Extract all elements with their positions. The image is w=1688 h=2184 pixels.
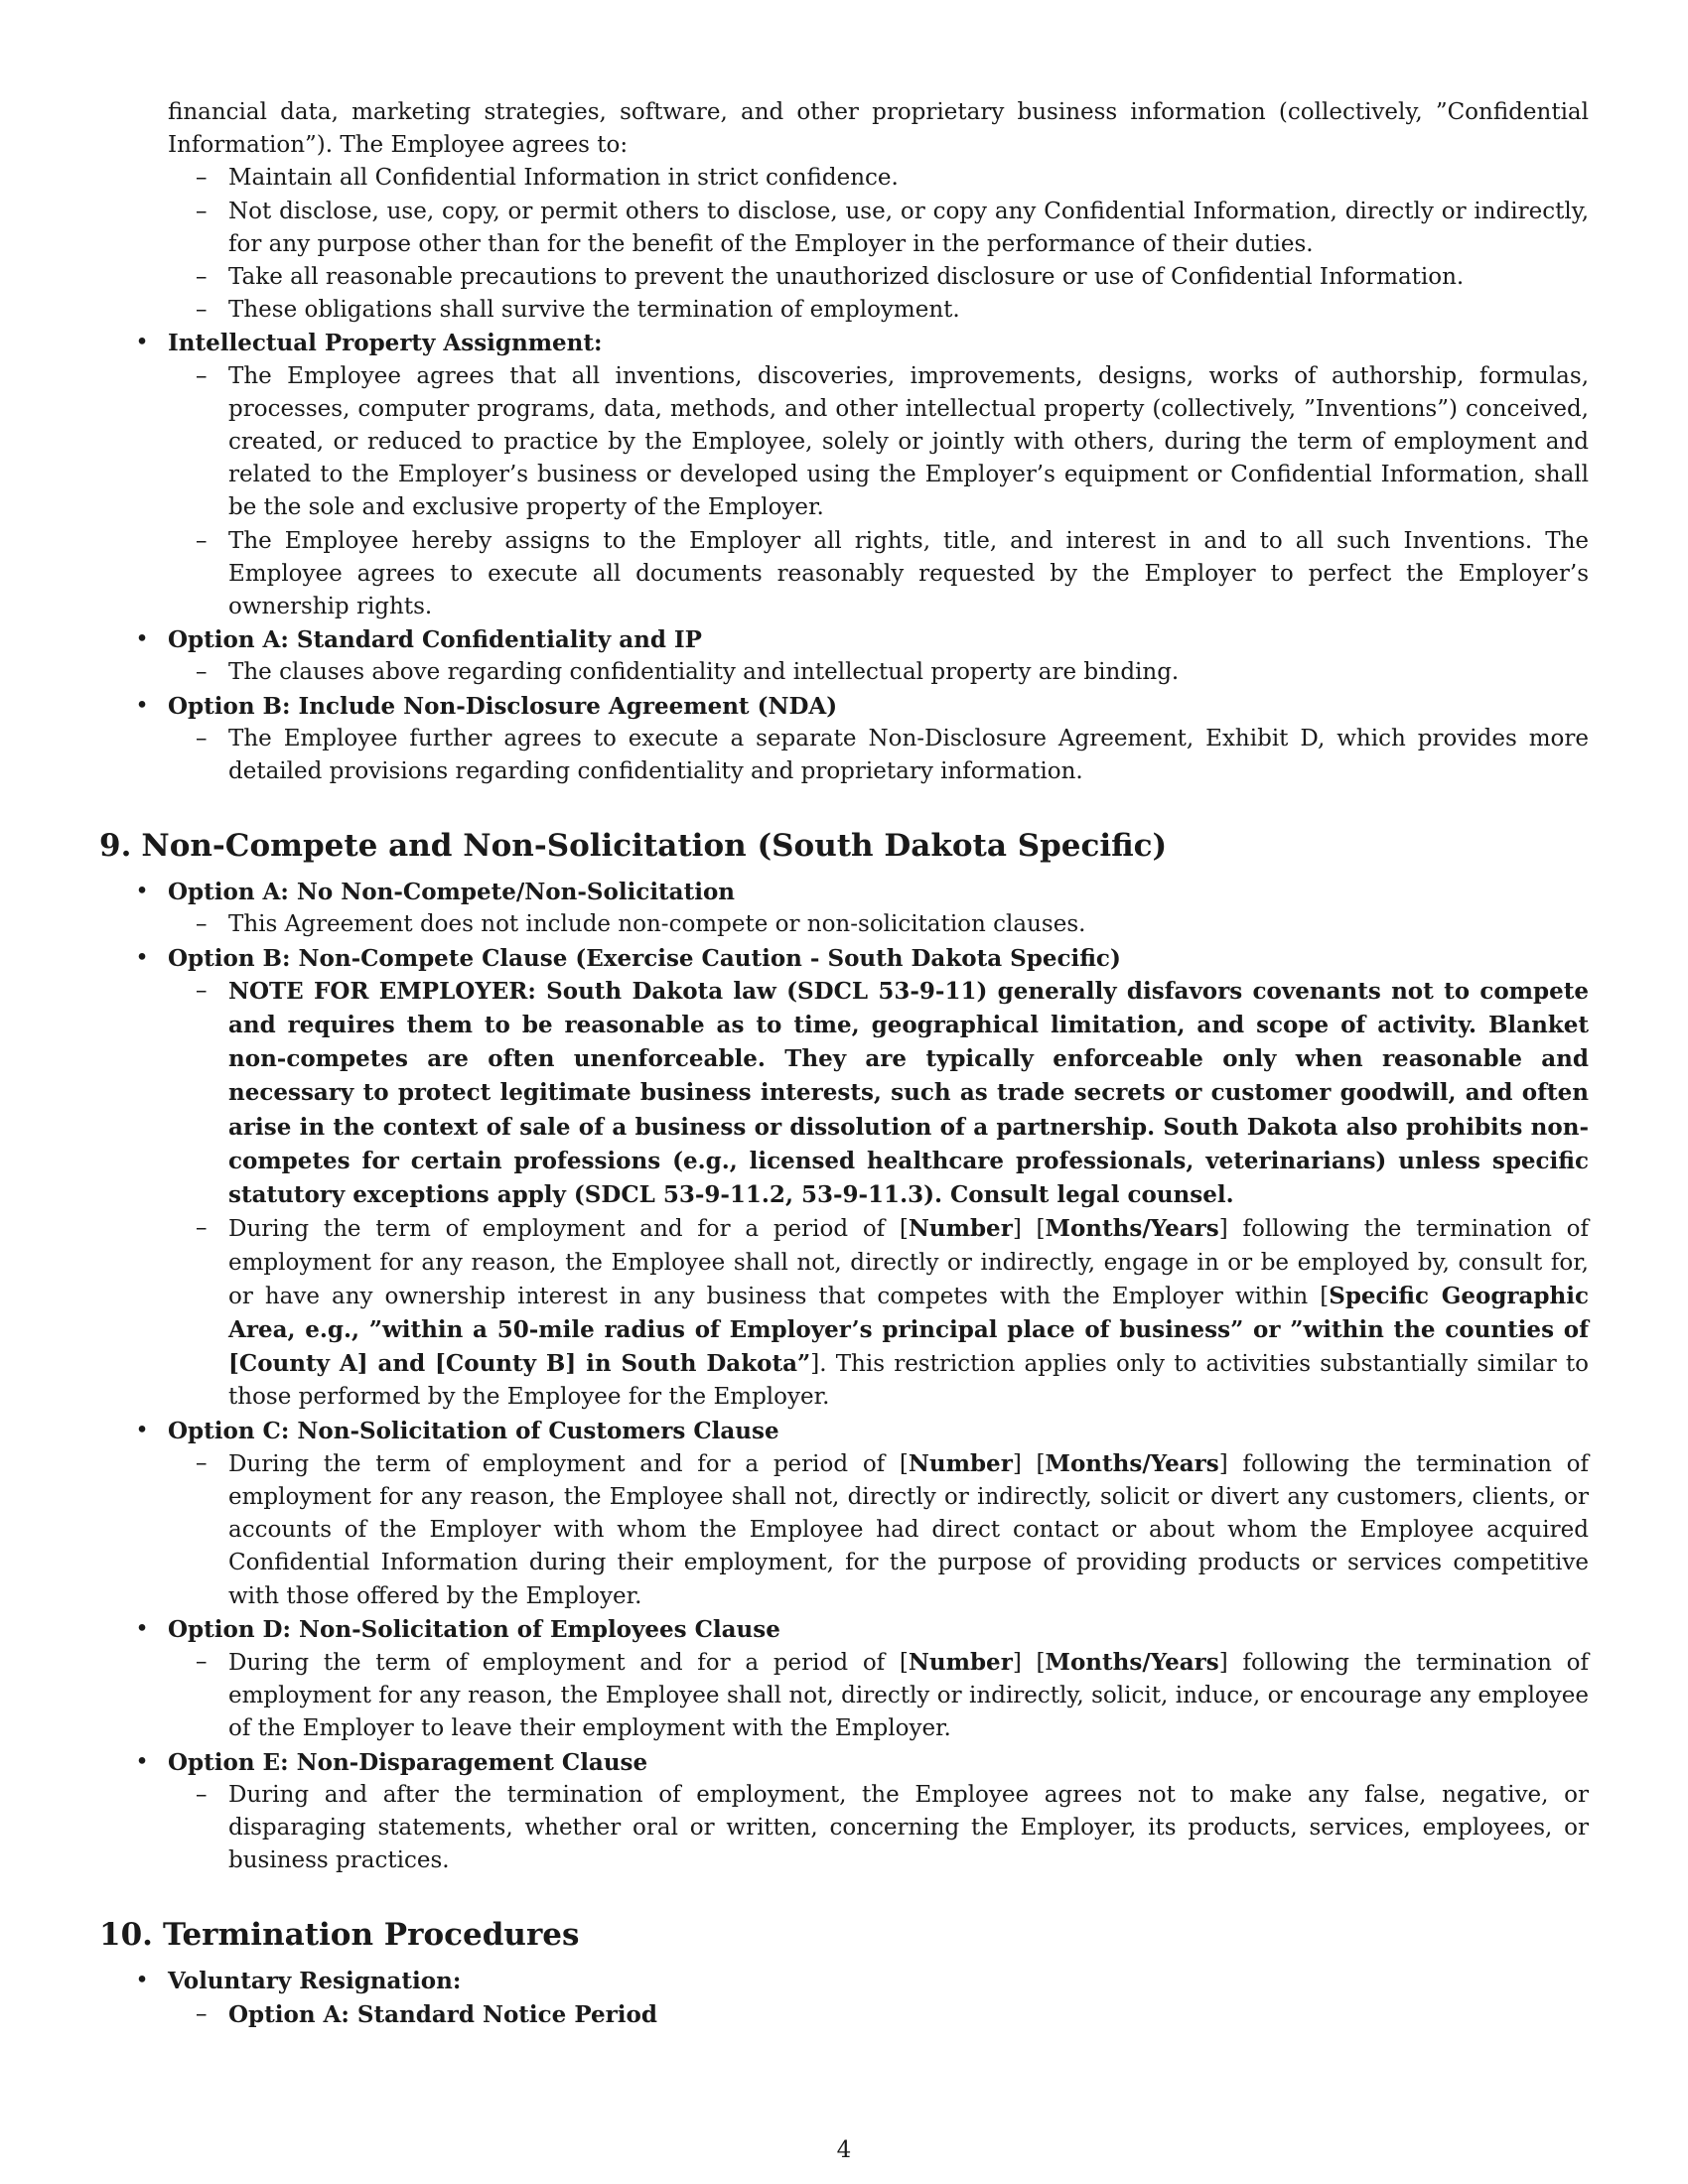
section-8-options-list — [99, 327, 1589, 788]
bullet-marker: • — [135, 1417, 149, 1443]
option-title: Option A: No Non-Compete/Non-Solicitation — [168, 879, 736, 906]
dash-marker: – — [196, 977, 208, 1004]
section-10-list — [99, 1965, 1589, 2031]
option-title: Option B: Non-Compete Clause (Exercise Caution - South Dakota Specific) — [168, 944, 1121, 972]
period-placeholder: Months/Years — [1045, 1648, 1219, 1676]
dash-marker: – — [196, 362, 208, 389]
list-item: – Maintain all Confidential Information in strict confidence. — [168, 162, 1589, 195]
dash-marker: – — [196, 911, 208, 938]
bullet-marker: • — [135, 1968, 149, 1994]
option-b-nda-item — [99, 690, 1589, 789]
noncompete-clause-item: – During the term of employment and for a period of [Number] [Months/Years] following the termination of employment for any reason, the Employee shall not, directly or indirectly, engage in or be employed by, consult for, or have any ownership interest in any business that competes with the Employer within [Specific Geographic Area, e.g., ”within a 50-mile radius of Employer’s principal place of business” or ”within the counties of [County A] and [County B] in South Dakota”]. This restriction applies only to activities substantially similar to those performed by the Employee for the Employer. — [168, 1212, 1589, 1414]
list-item: – This Agreement does not include non-compete or non-solicitation clauses. — [168, 908, 1589, 941]
ip-assignment-item — [99, 327, 1589, 623]
option-title: Option B: Include Non-Disclosure Agreement (NDA) — [168, 692, 838, 720]
bullet-marker: • — [135, 1748, 149, 1775]
option-sublist — [99, 1646, 1589, 1746]
option-title: Option C: Non-Solicitation of Customers Clause — [168, 1417, 779, 1444]
dash-marker: – — [196, 198, 208, 224]
period-placeholder: Months/Years — [1045, 1449, 1219, 1477]
option-d-employee-nonsolicit-item — [99, 1613, 1589, 1746]
ip-assignment-sublist — [99, 360, 1589, 624]
list-item: – The Employee agrees that all inventions, discoveries, improvements, designs, works of authorship, formulas, processes, computer programs, data, methods, and other intellectual property (collectively, ”Inventions”) conceived, created, or reduced to practice by the Employee, solely or jointly with others, during the term of employment and related to the Employer’s business or developed using the Employer’s equipment or Confidential Information, shall be the sole and exclusive property of the Employer. — [168, 360, 1589, 525]
dash-marker: – — [196, 264, 208, 291]
bullet-marker: • — [135, 626, 149, 653]
dash-marker: – — [196, 659, 208, 686]
option-title: Option D: Non-Solicitation of Employees Clause — [168, 1615, 780, 1643]
dash-marker: – — [196, 1781, 208, 1808]
list-item: – The Employee hereby assigns to the Employer all rights, title, and interest in and to all such Inventions. The Employee agrees to execute all documents reasonably requested by the Employer to perfect the Employer’s ownership rights. — [168, 525, 1589, 624]
option-a-confidentiality-item — [99, 623, 1589, 689]
section-number: 9. — [99, 828, 132, 865]
dash-marker: – — [196, 165, 208, 192]
voluntary-resignation-item — [99, 1965, 1589, 2031]
list-item: – During and after the termination of employment, the Employee agrees not to make any false, negative, or disparaging statements, whether oral or written, concerning the Employer, its products, services, employees, or business practices. — [168, 1779, 1589, 1878]
option-e-nondisparagement-item — [99, 1746, 1589, 1878]
dash-marker: – — [196, 527, 208, 554]
dash-marker: – — [196, 297, 208, 324]
page-content — [99, 96, 1589, 2032]
list-item: – The clauses above regarding confidentiality and intellectual property are binding. — [168, 656, 1589, 689]
option-sublist — [99, 1779, 1589, 1878]
employer-note: NOTE FOR EMPLOYER: South Dakota law (SDCL 53-9-11) generally disfavors covenants not to compete and requires them to be reasonable as to time, geographical limitation, and scope of activity. Blanket non-competes are often unenforceable. They are typically enforceable only when reasonable and necessary to protect legitimate business interests, such as trade secrets or customer goodwill, and often arise in the context of sale of a business or dissolution of a partnership. South Dakota also prohibits non-competes for certain professions (e.g., licensed healthcare professionals, veterinarians) unless specific statutory exceptions apply (SDCL 53-9-11.2, 53-9-11.3). Consult legal counsel. — [228, 977, 1589, 1209]
section-10-heading — [99, 1915, 1589, 1955]
option-c-customer-nonsolicit-item — [99, 1415, 1589, 1613]
ip-assignment-title: Intellectual Property Assignment: — [168, 330, 603, 357]
bullet-marker: • — [135, 879, 149, 905]
list-item: – During the term of employment and for a period of [Number] [Months/Years] following the termination of employment for any reason, the Employee shall not, directly or indirectly, solicit or divert any customers, clients, or accounts of the Employer with whom the Employee had direct contact or about whom the Employee acquired Confidential Information during their employment, for the purpose of providing products or services competitive with those offered by the Employer. — [168, 1447, 1589, 1613]
number-placeholder: Number — [908, 1648, 1013, 1676]
section-title: Termination Procedures — [162, 1917, 580, 1954]
period-placeholder: Months/Years — [1045, 1215, 1219, 1243]
dash-marker: – — [196, 725, 208, 751]
list-item: – Take all reasonable precautions to prevent the unauthorized disclosure or use of Confidential Information. — [168, 261, 1589, 294]
option-a-no-noncompete-item — [99, 876, 1589, 941]
page-number: 4 — [836, 2137, 852, 2163]
section-9-heading — [99, 826, 1589, 866]
bullet-marker: • — [135, 692, 149, 719]
number-placeholder: Number — [908, 1215, 1013, 1243]
bullet-marker: • — [135, 1615, 149, 1642]
employer-note-item — [168, 975, 1589, 1212]
dash-marker: – — [196, 1215, 208, 1242]
section-title: Non-Compete and Non-Solicitation (South Dakota Specific) — [141, 828, 1168, 865]
bullet-marker: • — [135, 330, 149, 356]
option-title: Voluntary Resignation: — [168, 1968, 462, 1995]
list-item: – Not disclose, use, copy, or permit others to disclose, use, or copy any Confidential Information, directly or indirectly, for any purpose other than for the benefit of the Employer in the performance of their duties. — [168, 196, 1589, 261]
bullet-marker: • — [135, 944, 149, 971]
dash-marker: – — [196, 1648, 208, 1675]
section-number: 10. — [99, 1917, 153, 1954]
option-sublist — [99, 908, 1589, 941]
list-item: – The Employee further agrees to execute a separate Non-Disclosure Agreement, Exhibit D, which provides more detailed provisions regarding confidentiality and proprietary information. — [168, 723, 1589, 788]
option-title: Option A: Standard Confidentiality and IP — [168, 626, 702, 654]
dash-marker: – — [196, 2000, 208, 2027]
option-sublist — [99, 1998, 1589, 2032]
confidentiality-obligations-list — [168, 162, 1589, 327]
list-item: – During the term of employment and for a period of [Number] [Months/Years] following the termination of employment for any reason, the Employee shall not, directly or indirectly, solicit, induce, or encourage any employee of the Employer to leave their employment with the Employer. — [168, 1646, 1589, 1746]
number-placeholder: Number — [908, 1449, 1013, 1477]
option-sublist — [99, 723, 1589, 788]
dash-marker: – — [196, 1449, 208, 1476]
option-sublist — [99, 975, 1589, 1415]
option-sublist — [99, 656, 1589, 689]
option-b-noncompete-item — [99, 942, 1589, 1415]
confidentiality-continuation: financial data, marketing strategies, software, and other proprietary business information (collectively, ”Confidential Information”). The Employee agrees to: — [168, 99, 1589, 159]
geographic-area-placeholder: Specific Geographic Area, e.g., ”within a 50-mile radius of Employer’s principal place of business” or ”within the counties of [County A] and [County B] in South Dakota” — [228, 1282, 1589, 1378]
list-item: – Option A: Standard Notice Period — [168, 1998, 1589, 2032]
option-sublist — [99, 1447, 1589, 1613]
list-item: – These obligations shall survive the termination of employment. — [168, 294, 1589, 327]
option-title: Option E: Non-Disparagement Clause — [168, 1748, 648, 1776]
section-9-options-list — [99, 876, 1589, 1877]
